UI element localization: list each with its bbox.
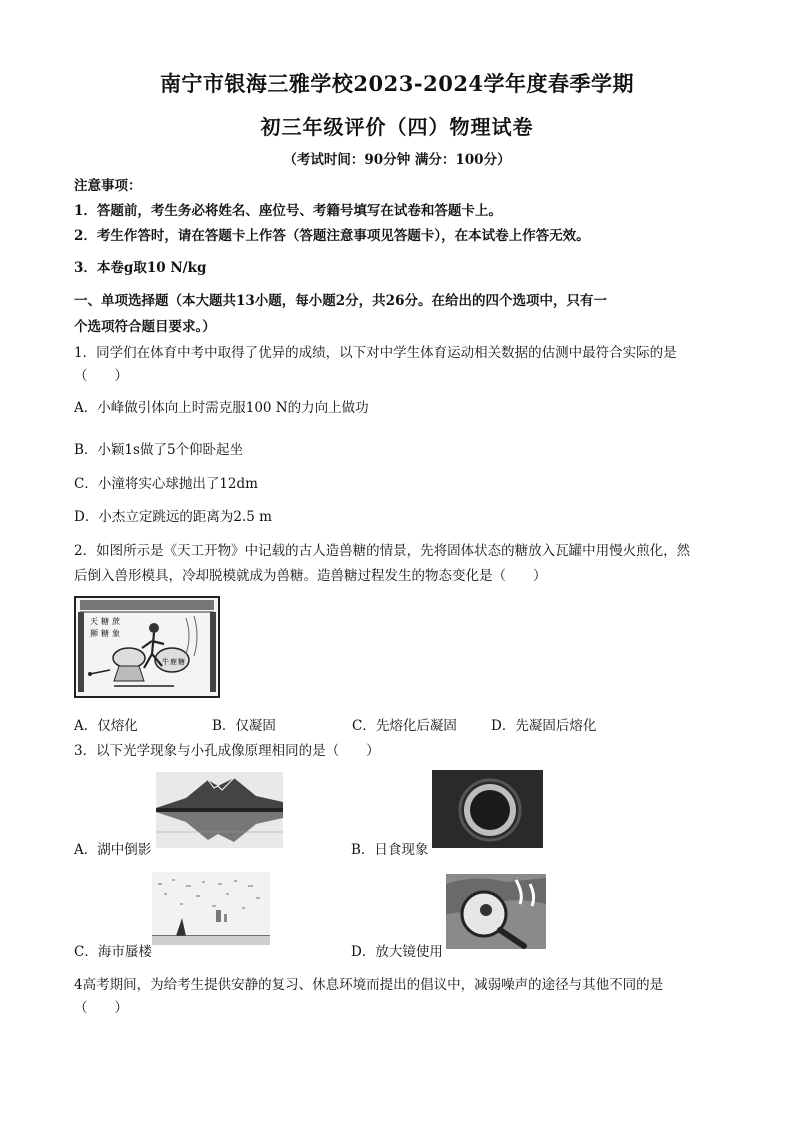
option: B．日食现象 (351, 842, 429, 858)
exam-title: 南宁市银海三雅学校2023-2024学年度春季学期 (159, 71, 635, 96)
notice-heading: 注意事项： (74, 178, 142, 194)
notice-item: 1．答题前，考生务必将姓名、座位号、考籍号填写在试卷和答题卡上。 (74, 203, 502, 219)
option: C．小潼将实心球抛出了12dm (74, 476, 258, 492)
option: A．湖中倒影 (74, 842, 152, 858)
figure-label: 糖 (178, 658, 185, 666)
question-stem: 3．以下光学现象与小孔成像原理相同的是（ ） (74, 743, 380, 759)
section-heading-cont: 个选项符合题目要求。） (74, 319, 216, 335)
option: D．小杰立定跳远的距离为2.5 m (74, 509, 272, 525)
sugar-making-figure (74, 596, 220, 698)
notice-item: 2．考生作答时，请在答题卡上作答（答题注意事项见答题卡），在本试卷上作答无效。 (74, 228, 590, 244)
solar-eclipse-image (432, 770, 543, 848)
figure-label: 糖 (101, 629, 109, 638)
question-stem-cont: 后倒入兽形模具，冷却脱模就成为兽糖。造兽糖过程发生的物态变化是（ ） (74, 568, 547, 584)
exam-info: （考试时间：90分钟 满分：100分） (283, 152, 511, 168)
figure-label: 天 (90, 617, 98, 626)
figure-label: 糖 (101, 617, 109, 626)
answer-blank: （ ） (74, 368, 128, 384)
notice-item: 3．本卷g取10 N/kg (74, 260, 207, 276)
option: B．仅凝固 (212, 718, 276, 734)
section-heading: 一、单项选择题（本大题共13小题，每小题2分，共26分。在给出的四个选项中，只有一 (74, 293, 607, 309)
exam-subtitle: 初三年级评价（四）物理试卷 (260, 115, 534, 139)
magnifier-image (446, 874, 546, 949)
option: C．先熔化后凝固 (352, 718, 457, 734)
option: B．小颖1s做了5个仰卧起坐 (74, 442, 244, 458)
figure-label: 鹿 (170, 658, 177, 666)
figure-label: 狮 (90, 629, 98, 638)
question-stem: 1．同学们在体育中考中取得了优异的成绩，以下对中学生体育运动相关数据的估测中最符合实际的是 (74, 345, 677, 361)
option: A．仅熔化 (74, 718, 138, 734)
figure-label: 蔗 (112, 617, 120, 626)
answer-blank: （ ） (74, 1000, 128, 1016)
figure-label: 象 (112, 629, 120, 638)
lake-reflection-image (156, 772, 283, 848)
mirage-image (152, 872, 270, 945)
question-stem: 2．如图所示是《天工开物》中记载的古人造兽糖的情景，先将固体状态的糖放入瓦罐中用慢火煎化，然 (74, 543, 691, 559)
option: A．小峰做引体向上时需克服100 N的力向上做功 (74, 400, 369, 416)
option: D．先凝固后熔化 (491, 718, 597, 734)
option: C．海市蜃楼 (74, 944, 152, 960)
figure-label: 牛 (162, 658, 169, 666)
option: D．放大镜使用 (351, 944, 443, 960)
question-stem: 4高考期间，为给考生提供安静的复习、休息环境而提出的倡议中，减弱噪声的途径与其他不同的是 (74, 977, 664, 993)
